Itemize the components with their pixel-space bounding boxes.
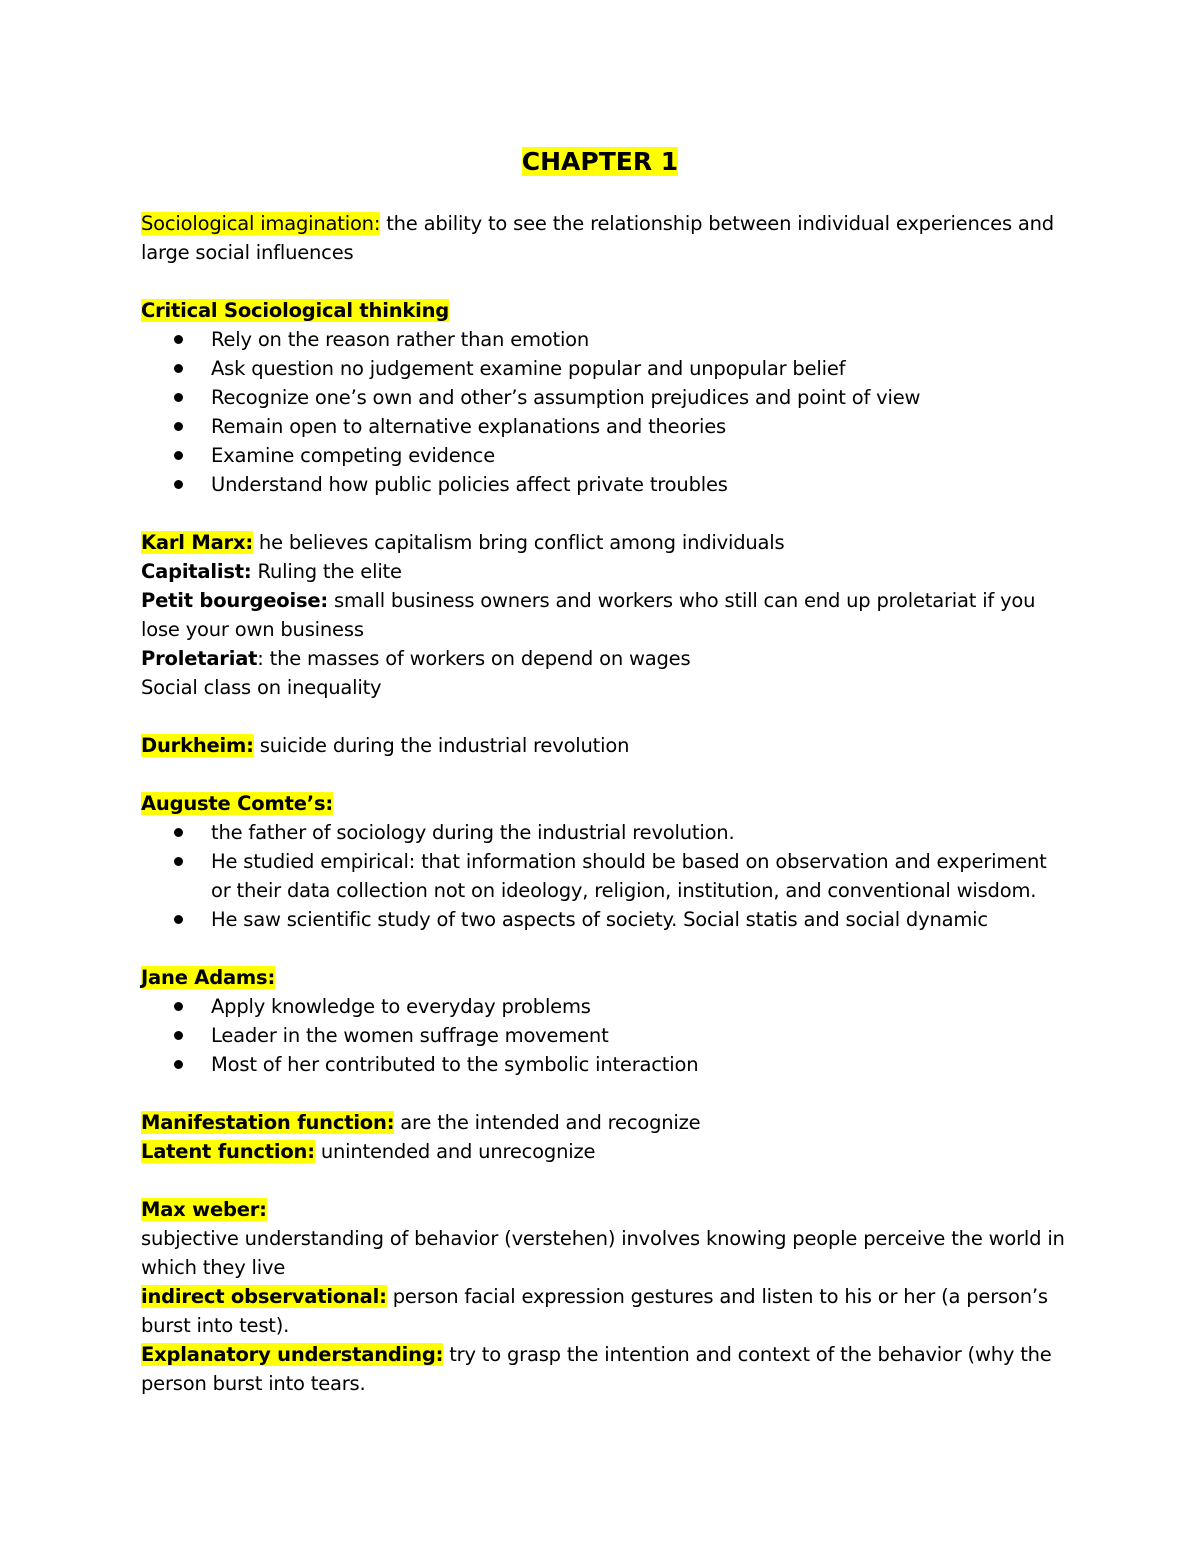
weber-subjective: subjective understanding of behavior (verstehen) involves knowing people perceive the world in which they live [141,1227,1065,1279]
list-item: Understand how public policies affect private troubles [211,470,1071,499]
weber-heading: Max weber: [141,1198,267,1221]
comte-heading: Auguste Comte’s: [141,792,333,815]
document-body [141,209,1071,1398]
adams-heading: Jane Adams: [141,966,276,989]
adams-list [141,992,1071,1079]
sociological-imagination-def: Sociological imagination: the ability to see the relationship between individual experiences and large social influences [141,212,1054,264]
list-item: the father of sociology during the industrial revolution. [211,818,1071,847]
page-title: CHAPTER 1 [521,147,679,176]
proletariat-def: Proletariat: the masses of workers on depend on wages [141,647,691,670]
list-item: Rely on the reason rather than emotion [211,325,1071,354]
list-item: Remain open to alternative explanations and theories [211,412,1071,441]
list-item: Apply knowledge to everyday problems [211,992,1071,1021]
indirect-observational-def: indirect observational: person facial expression gestures and listen to his or her (a person’s burst into test). [141,1285,1048,1337]
list-item: Most of her contributed to the symbolic interaction [211,1050,1071,1079]
marx-def: Karl Marx: he believes capitalism bring conflict among individuals [141,531,785,554]
critical-thinking-heading: Critical Sociological thinking [141,299,450,322]
manifest-function-def: Manifestation function: are the intended and recognize [141,1111,701,1134]
comte-list [141,818,1071,934]
list-item: Recognize one’s own and other’s assumption prejudices and point of view [211,383,1071,412]
list-item: He saw scientific study of two aspects of society. Social statis and social dynamic [211,905,1071,934]
critical-thinking-list [141,325,1071,499]
latent-function-def: Latent function: unintended and unrecognize [141,1140,596,1163]
capitalist-def: Capitalist: Ruling the elite [141,560,402,583]
explanatory-understanding-def: Explanatory understanding: try to grasp the intention and context of the behavior (why the person burst into tears. [141,1343,1052,1395]
list-item: Ask question no judgement examine popular and unpopular belief [211,354,1071,383]
term: Sociological imagination: [141,212,381,235]
social-class-line: Social class on inequality [141,676,382,699]
petit-bourgeoise-def: Petit bourgeoise: small business owners and workers who still can end up proletariat if you lose your own business [141,589,1036,641]
list-item: Leader in the women suffrage movement [211,1021,1071,1050]
list-item: He studied empirical: that information should be based on observation and experiment or their data collection not on ideology, religion, institution, and conventional wisdom. [211,847,1071,905]
durkheim-def: Durkheim: suicide during the industrial revolution [141,734,630,757]
list-item: Examine competing evidence [211,441,1071,470]
